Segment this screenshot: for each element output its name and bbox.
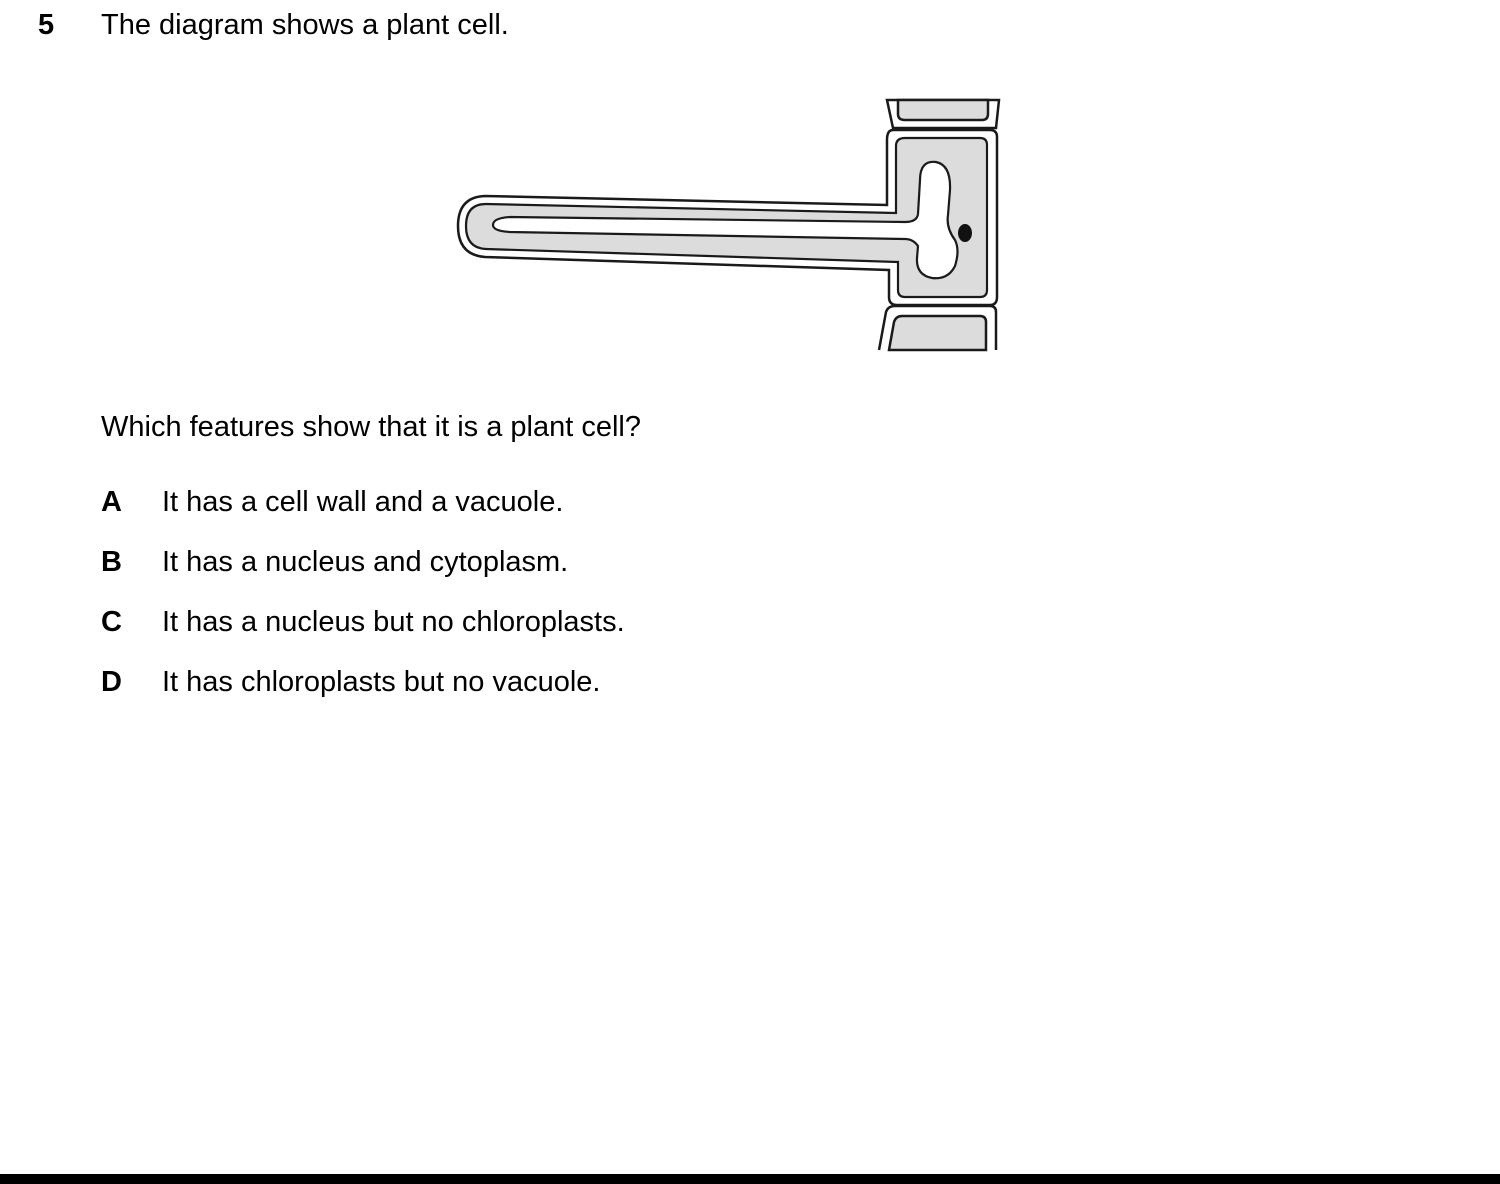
option-c-text: It has a nucleus but no chloroplasts. — [162, 606, 625, 638]
question-prompt: Which features show that it is a plant cell? — [101, 411, 641, 443]
upper-neighbour-cell — [887, 100, 999, 128]
question-stem: The diagram shows a plant cell. — [101, 9, 509, 41]
footer-bar — [0, 1174, 1500, 1184]
option-b-text: It has a nucleus and cytoplasm. — [162, 546, 569, 578]
option-a-letter: A — [101, 486, 122, 518]
option-d-letter: D — [101, 666, 122, 698]
question-number: 5 — [38, 9, 55, 41]
nucleus — [958, 224, 972, 242]
option-b-letter: B — [101, 546, 122, 578]
option-a-text: It has a cell wall and a vacuole. — [162, 486, 564, 518]
option-d-text: It has chloroplasts but no vacuole. — [162, 666, 601, 698]
lower-neighbour-cell — [879, 306, 996, 350]
plant-cell-diagram — [0, 0, 1500, 380]
option-c-letter: C — [101, 606, 122, 638]
